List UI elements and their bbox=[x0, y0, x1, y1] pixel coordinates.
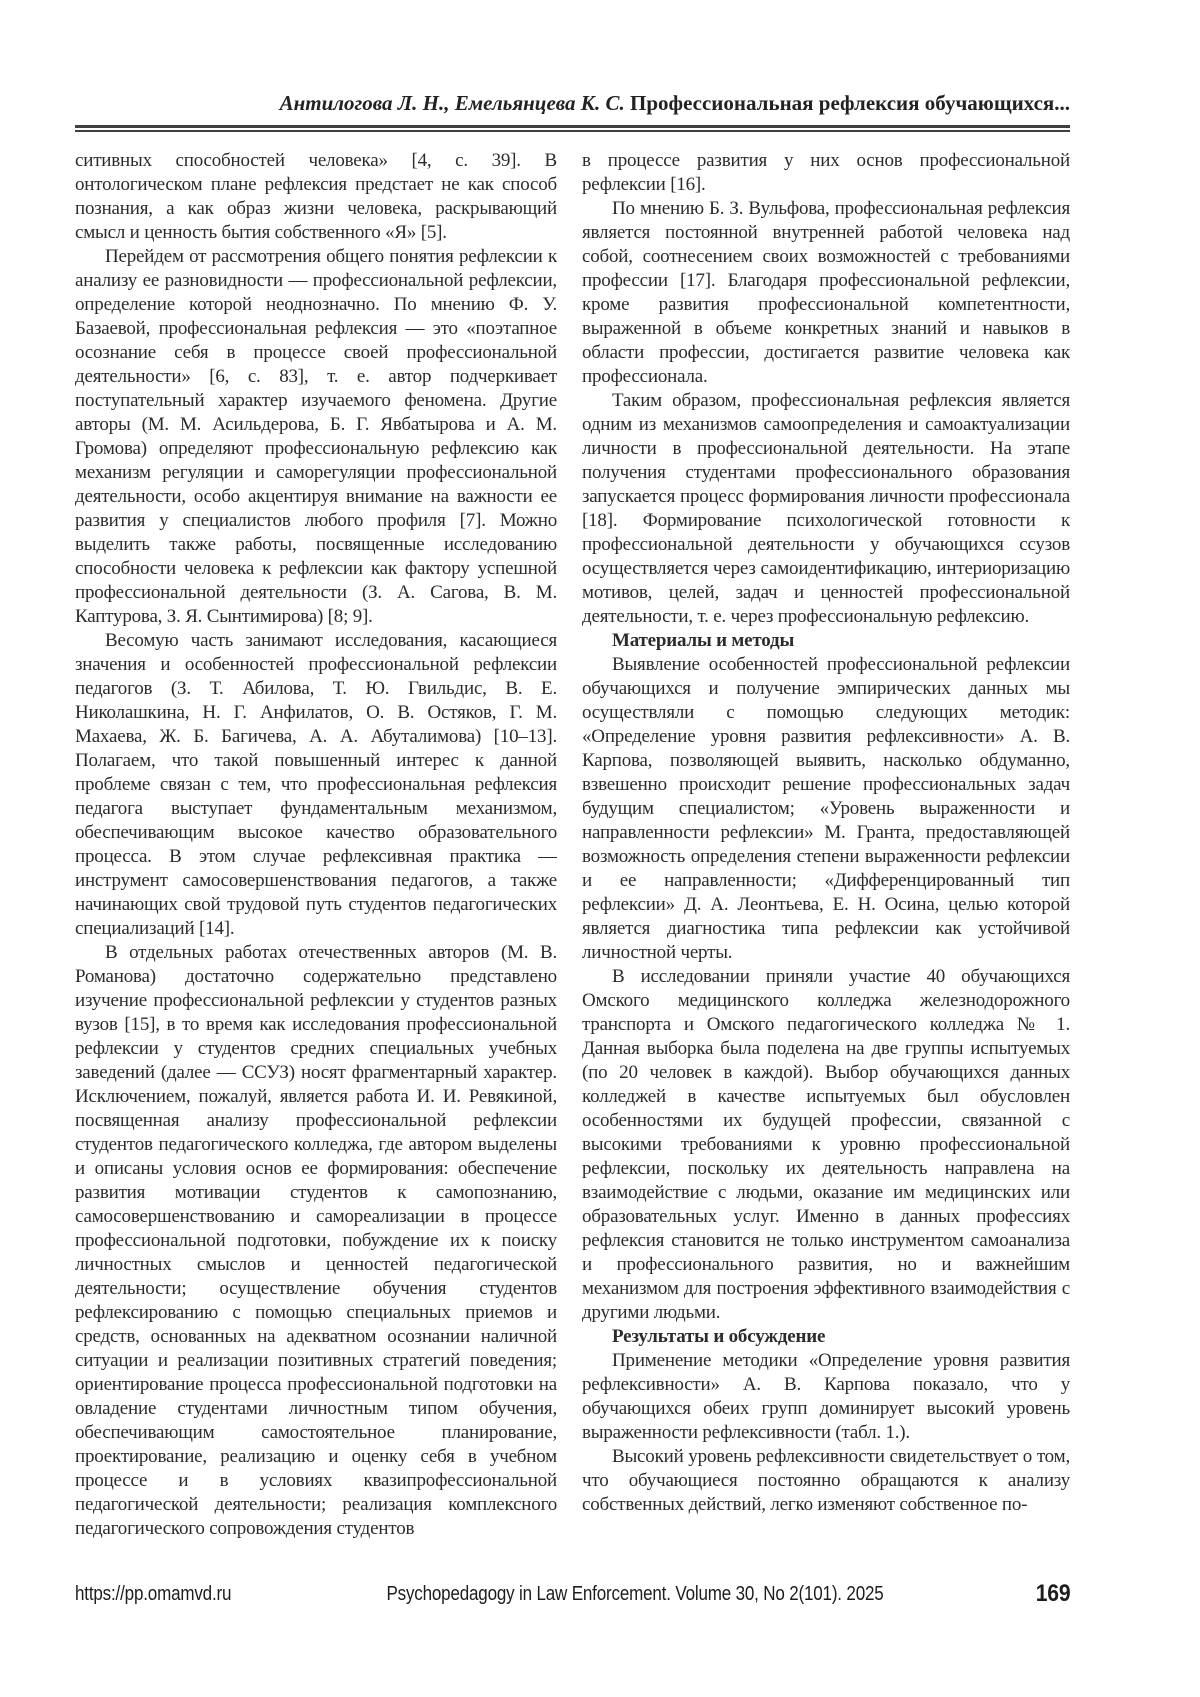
text-column-right bbox=[582, 149, 1070, 1551]
paragraph: в процессе развития у них основ профессиональной рефлексии [16]. bbox=[582, 150, 1070, 195]
paragraph: Применение методики «Определение уровня развития рефлексивности» А. В. Карпова показало, что у обучающихся обеих групп доминирует высокий уровень выраженности рефлексивности (табл. 1.). bbox=[582, 1350, 1070, 1443]
paragraph: ситивных способностей человека» [4, с. 39]. В онтологическом плане рефлексия предстает не как способ познания, а как образ жизни человека, раскрывающий смысл и ценность бытия собственного «Я» [5]. bbox=[75, 150, 557, 243]
page-footer bbox=[0, 1580, 1200, 1617]
paragraph: Перейдем от рассмотрения общего понятия рефлексии к анализу ее разновидности — профессиональной рефлексии, определение которой неоднозначно. По мнению Ф. У. Базаевой, профессиональная рефлексия — это «поэтапное осознание себя в процессе своей профессиональной деятельности» [6, с. 83], т. е. автор подчеркивает поступательный характер изучаемого феномена. Другие авторы (М. М. Асильдерова, Б. Г. Явбатырова и А. М. Громова) определяют профессиональную рефлексию как механизм регуляции и саморегуляции профессиональной деятельности, особо акцентируя внимание на важности ее развития у специалистов любого профиля [7]. Можно выделить также работы, посвященные исследованию способности человека к рефлексии как фактору успешной профессиональной деятельности (З. А. Сагова, В. М. Каптурова, З. Я. Сынтимирова) [8; 9]. bbox=[75, 246, 557, 627]
running-head bbox=[280, 91, 1070, 116]
running-head-title: Профессиональная рефлексия обучающихся... bbox=[630, 91, 1070, 115]
paragraph: В исследовании приняли участие 40 обучающихся Омского медицинского колледжа железнодорожного транспорта и Омского педагогического колледжа № 1. Данная выборка была поделена на две группы испытуемых (по 20 человек в каждой). Выбор обучающихся данных колледжей в качестве испытуемых был обусловлен особенностями их будущей профессии, связанной с высокими требованиями к уровню профессиональной рефлексии, поскольку их деятельность направлена на взаимодействие с людьми, оказание им медицинских или образовательных услуг. Именно в данных профессиях рефлексия становится не только инструментом самоанализа и профессионального развития, но и важнейшим механизмом для построения эффективного взаимодействия с другими людьми. bbox=[582, 966, 1070, 1323]
paragraph: Выявление особенностей профессиональной рефлексии обучающихся и получение эмпирических данных мы осуществляли с помощью следующих методик: «Определение уровня развития рефлексивности» А. В. Карпова, позволяющей выявить, насколько обдуманно, взвешенно происходит решение профессиональных задач будущим специалистом; «Уровень выраженности и направленности рефлексии» М. Гранта, предоставляющей возможность определения степени выраженности рефлексии и ее направленности; «Дифференцированный тип рефлексии» Д. А. Леонтьева, Е. Н. Осина, целью которой является диагностика типа рефлексии как устойчивой личностной черты. bbox=[582, 654, 1070, 963]
section-heading-materials-methods: Материалы и методы bbox=[612, 630, 795, 651]
text-column-left bbox=[75, 149, 557, 1551]
paragraph: По мнению Б. З. Вульфова, профессиональная рефлексия является постоянной внутренней работой человека над собой, соотнесением своих возможностей с требованиями профессии [17]. Благодаря профессиональной рефлексии, кроме развития профессиональной компетентности, выраженной в объеме конкретных знаний и навыков в области профессии, достигается развитие человека как профессионала. bbox=[582, 198, 1070, 387]
header-rule-divider bbox=[75, 125, 1070, 132]
running-head-authors: Антилогова Л. Н., Емельянцева К. С. bbox=[279, 91, 625, 115]
journal-citation: Psychopedagogy in Law Enforcement. Volume 30, No 2(101). 2025 bbox=[386, 1583, 884, 1605]
page-number: 169 bbox=[1035, 1580, 1070, 1607]
paragraph: Весомую часть занимают исследования, касающиеся значения и особенностей профессиональной рефлексии педагогов (З. Т. Абилова, Т. Ю. Гвильдис, В. Е. Николашкина, Н. Г. Анфилатов, О. В. Остяков, Г. М. Махаева, Ж. Б. Багичева, А. А. Абуталимова) [10–13]. Полагаем, что такой повышенный интерес к данной проблеме связан с тем, что профессиональная рефлексия педагога выступает фундаментальным механизмом, обеспечивающим высокое качество образовательного процесса. В этом случае рефлексивная практика — инструмент самосовершенствования педагогов, а также начинающих свой трудовой путь студентов педагогических специализаций [14]. bbox=[75, 630, 557, 939]
paragraph: Высокий уровень рефлексивности свидетельствует о том, что обучающиеся постоянно обращаются к анализу собственных действий, легко изменяют собственное по- bbox=[582, 1446, 1070, 1515]
paragraph: В отдельных работах отечественных авторов (М. В. Романова) достаточно содержательно представлено изучение профессиональной рефлексии у студентов разных вузов [15], в то время как исследования профессиональной рефлексии у студентов средних специальных учебных заведений (далее — ССУЗ) носят фрагментарный характер. Исключением, пожалуй, является работа И. И. Ревякиной, посвященная анализу профессиональной рефлексии студентов педагогического колледжа, где автором выделены и описаны условия основ ее формирования: обеспечение развития мотивации студентов к самопознанию, самосовершенствованию и самореализации в процессе профессиональной подготовки, побуждение их к поиску личностных смыслов и ценностей педагогической деятельности; осуществление обучения студентов рефлексированию с помощью специальных приемов и средств, основанных на адекватном осознании наличной ситуации и реализации позитивных стратегий поведения; ориентирование процесса профессиональной подготовки на овладение студентами личностным типом обучения, обеспечивающим самостоятельное планирование, проектирование, реализацию и оценку себя в учебном процессе и в условиях квазипрофессиональной педагогической деятельности; реализация комплексного педагогического сопровождения студентов bbox=[75, 942, 557, 1539]
site-url: https://pp.omamvd.ru bbox=[75, 1583, 232, 1605]
paragraph: Таким образом, профессиональная рефлексия является одним из механизмов самоопределения и самоактуализации личности в профессиональной деятельности. На этапе получения студентами профессионального образования запускается процесс формирования личности профессионала [18]. Формирование психологической готовности к профессиональной деятельности у обучающихся ссузов осуществляется через самоидентификацию, интериоризацию мотивов, целей, задач и ценностей профессиональной деятельности, т. е. через профессиональную рефлексию. bbox=[582, 390, 1070, 627]
section-heading-results-discussion: Результаты и обсуждение bbox=[612, 1326, 826, 1347]
